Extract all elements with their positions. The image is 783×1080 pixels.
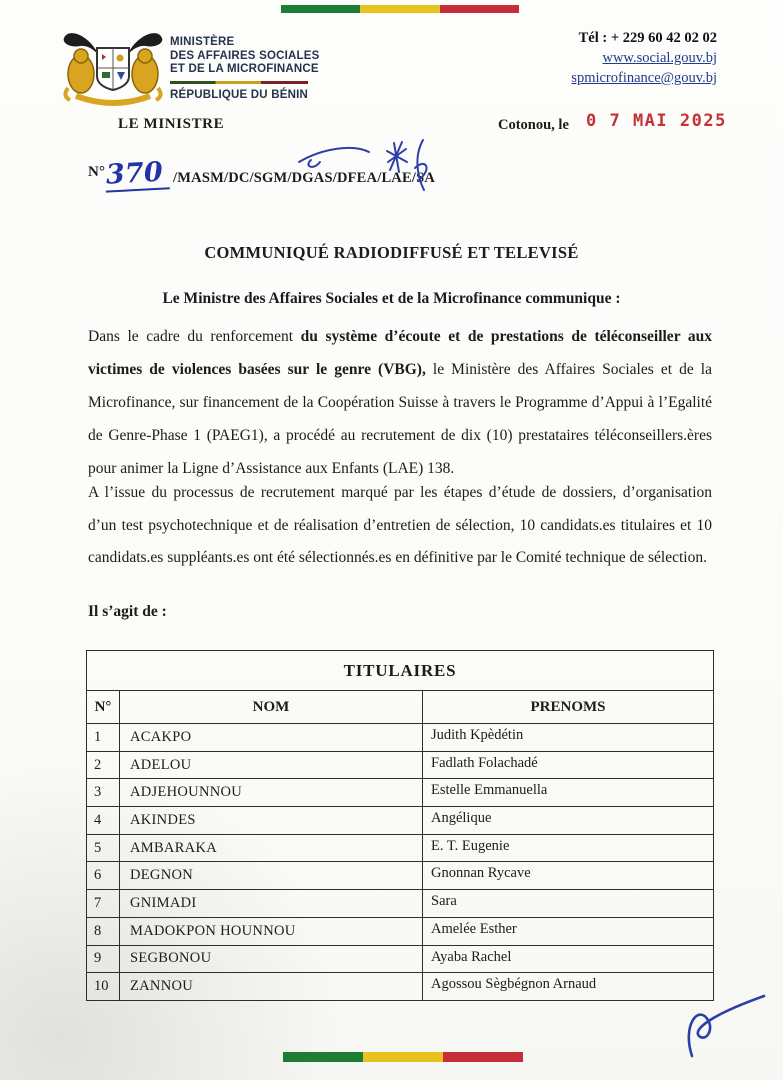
column-header-num: N° [87, 691, 120, 724]
row-nom-cell: ADJEHOUNNOU [120, 779, 423, 807]
row-nom-cell: AKINDES [120, 807, 423, 835]
titulaires-table [86, 650, 714, 1001]
reference-line [88, 158, 435, 191]
row-number-cell: 3 [87, 779, 120, 807]
table-row [87, 973, 714, 1001]
document-title: COMMUNIQUÉ RADIODIFFUSÉ ET TELEVISÉ [204, 243, 579, 262]
minister-title: LE MINISTRE [118, 116, 225, 132]
row-prenoms-cell: Sara [423, 890, 714, 918]
handwritten-signature-mark-icon [678, 992, 770, 1064]
republic-label: RÉPUBLIQUE DU BÉNIN [170, 89, 308, 101]
table-row [87, 862, 714, 890]
flag-bar-bottom [283, 1052, 523, 1062]
reference-prefix: N° [88, 164, 106, 180]
flag-green-segment [283, 1052, 363, 1062]
row-prenoms-cell: Fadlath Folachadé [423, 751, 714, 779]
row-nom-cell: ACAKPO [120, 724, 423, 752]
website-link: www.social.gouv.bj [602, 50, 717, 66]
row-number-cell: 9 [87, 945, 120, 973]
row-prenoms-cell: E. T. Eugenie [423, 834, 714, 862]
paragraph-1-normal-2: le Ministère des Affaires Sociales et de la Microfinance, sur financement de la Coopération Suisse à travers le Programme d’Appui à l’Egalité de Genre-Phase 1 (PAEG1), a procédé au recrutement de dix (10) prestataires téléconseillers.ères pour animer la Ligne d’Assistance aux Enfants (LAE) 138. [88, 361, 712, 477]
row-number-cell: 5 [87, 834, 120, 862]
row-number-cell: 6 [87, 862, 120, 890]
row-prenoms-cell: Angélique [423, 807, 714, 835]
benin-coat-of-arms-icon [60, 26, 166, 114]
row-nom-cell: GNIMADI [120, 890, 423, 918]
row-prenoms-cell: Estelle Emmanuella [423, 779, 714, 807]
table-row [87, 751, 714, 779]
lead-in-line: Il s’agit de : [88, 603, 167, 620]
row-number-cell: 8 [87, 917, 120, 945]
row-number-cell: 2 [87, 751, 120, 779]
reference-code: /MASM/DC/SGM/DGAS/DFEA/LAE/SA [173, 170, 436, 186]
row-nom-cell: SEGBONOU [120, 945, 423, 973]
flag-bar-top [281, 5, 519, 13]
row-nom-cell: ZANNOU [120, 973, 423, 1001]
contact-block [571, 28, 717, 88]
row-nom-cell: MADOKPON HOUNNOU [120, 917, 423, 945]
row-nom-cell: ADELOU [120, 751, 423, 779]
table-body [87, 724, 714, 1001]
table-row [87, 779, 714, 807]
phone-number: Tél : + 229 60 42 02 02 [578, 30, 717, 46]
flag-red-segment [443, 1052, 523, 1062]
table-caption-row [87, 651, 714, 691]
ministry-name-block [170, 36, 319, 103]
flag-red-segment [440, 5, 519, 13]
table-row [87, 917, 714, 945]
paragraph-2: A l’issue du processus de recrutement marqué par les étapes d’étude de dossiers, d’organisation d’un test psychotechnique et de réalisation d’entretien de sélection, 10 candidats.es titulaires et 10 candidats.es suppléants.es ont été sélectionnés.es en définitive par le Comité technique de sélection. [88, 484, 712, 566]
paragraph-1-bold: du système d’écoute et de prestations de téléconseiller aux victimes de violences basées sur le genre (VBG), [88, 328, 712, 378]
table-header-row [87, 691, 714, 724]
flag-divider [170, 81, 308, 85]
flag-yellow-segment [360, 5, 439, 13]
row-prenoms-cell: Ayaba Rachel [423, 945, 714, 973]
ministry-line-1: MINISTÈRE [170, 36, 235, 48]
table-row [87, 890, 714, 918]
flag-green-segment [281, 5, 360, 13]
row-nom-cell: AMBARAKA [120, 834, 423, 862]
row-prenoms-cell: Gnonnan Rycave [423, 862, 714, 890]
row-nom-cell: DEGNON [120, 862, 423, 890]
row-number-cell: 7 [87, 890, 120, 918]
flag-yellow-segment [363, 1052, 443, 1062]
table-row [87, 834, 714, 862]
paragraph-1 [88, 320, 712, 485]
ministry-line-2: DES AFFAIRES SOCIALES [170, 49, 320, 62]
table-row [87, 807, 714, 835]
row-number-cell: 4 [87, 807, 120, 835]
table-row [87, 945, 714, 973]
paragraph-1-normal-1: Dans le cadre du renforcement [88, 328, 301, 345]
ministry-line-3: ET DE LA MICROFINANCE [170, 63, 319, 75]
row-prenoms-cell: Agossou Sègbégnon Arnaud [423, 973, 714, 1001]
table-row [87, 724, 714, 752]
place-line: Cotonou, le [498, 117, 569, 133]
row-number-cell: 10 [87, 973, 120, 1001]
handwritten-number: 370 [104, 156, 170, 192]
document-intro: Le Ministre des Affaires Sociales et de la Microfinance communique : [162, 290, 621, 307]
row-prenoms-cell: Amelée Esther [423, 917, 714, 945]
date-stamp: 0 7 MAI 2025 [586, 111, 727, 131]
table-caption: TITULAIRES [87, 651, 714, 691]
column-header-prenoms: PRENOMS [423, 691, 714, 724]
row-prenoms-cell: Judith Kpèdétin [423, 724, 714, 752]
email-link: spmicrofinance@gouv.bj [571, 70, 717, 86]
column-header-nom: NOM [120, 691, 423, 724]
row-number-cell: 1 [87, 724, 120, 752]
